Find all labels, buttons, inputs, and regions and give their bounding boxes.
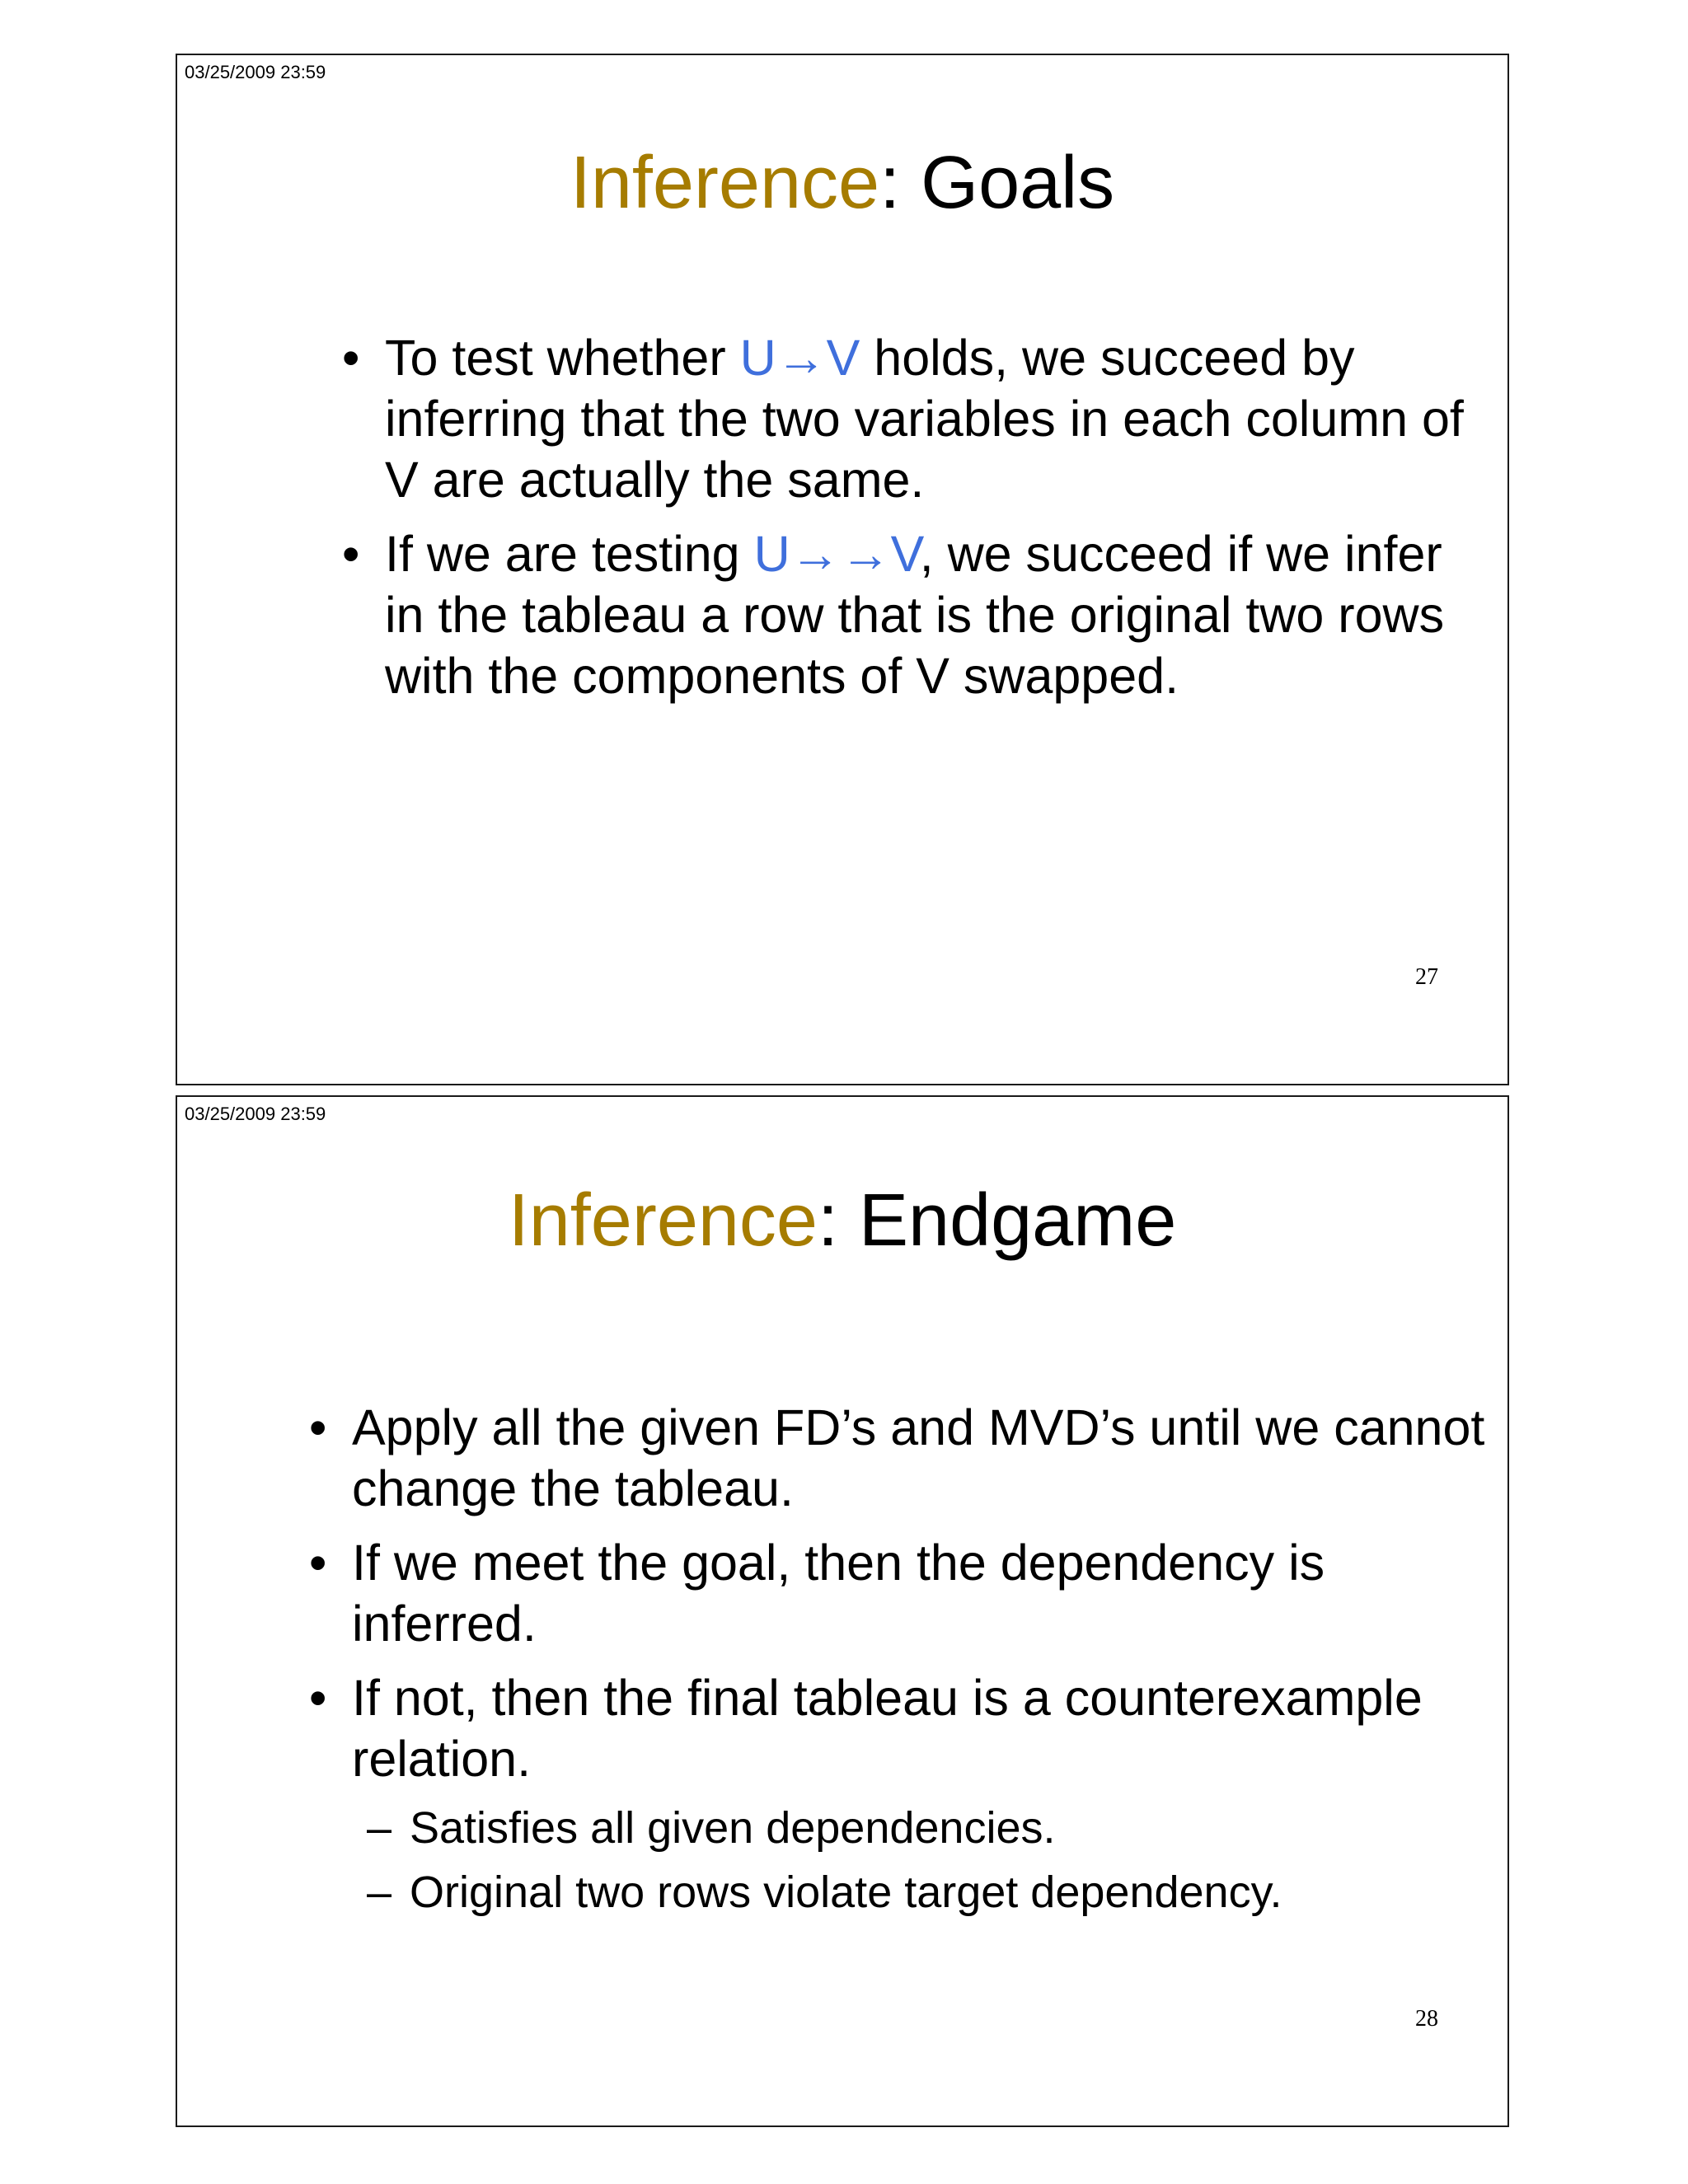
bullet-text-start: To test whether [385,330,740,386]
sub-bullet-item [352,1860,1496,1924]
sub-bullet-item [352,1796,1496,1860]
title-accent-word: Inference [570,142,880,224]
bullet-item [342,327,1479,510]
bullet-text-start: If we are testing [385,526,754,582]
title-rest: : Goals [879,142,1115,224]
bullet-text: If we meet the goal, then the dependency is inferred. [352,1535,1325,1652]
bullet-item [309,1667,1496,1924]
fd-notation: U→V [739,330,860,386]
bullet-item [309,1532,1496,1654]
bullet-marker: • [309,1399,327,1455]
slide-endgame [176,1095,1509,2127]
bullet-item [342,523,1479,706]
bullet-text: If not, then the final tableau is a counterexample relation. [352,1670,1423,1787]
dash-marker: – [367,1868,392,1917]
title-accent-word: Inference [508,1179,818,1262]
sub-bullet-text: Original two rows violate target dependency. [410,1868,1282,1917]
bullet-marker: • [309,1535,327,1591]
page-number: 27 [1415,964,1438,990]
page-number: 28 [1415,2006,1438,2032]
bullet-list [309,1397,1496,1938]
slide-title [177,142,1507,224]
bullet-text-end: holds, we succeed by inferring that the two variables in each column of V are actually the same. [385,330,1464,508]
slide-goals [176,54,1509,1085]
bullet-marker: • [342,526,360,582]
bullet-text-end: , we succeed if we infer in the tableau a row that is the original two rows with the components of V swapped. [385,526,1445,704]
dash-marker: – [367,1803,392,1853]
title-rest: : Endgame [817,1179,1177,1262]
mvd-notation: U→→V [753,526,920,582]
bullet-list [342,327,1479,719]
slide-timestamp: 03/25/2009 23:59 [185,1104,326,1124]
slide-timestamp: 03/25/2009 23:59 [185,62,326,82]
slide-title [177,1179,1507,1262]
bullet-item [309,1397,1496,1519]
bullet-marker: • [342,330,360,386]
bullet-text: Apply all the given FD’s and MVD’s until we cannot change the tableau. [352,1399,1485,1516]
sub-bullet-text: Satisfies all given dependencies. [410,1803,1056,1853]
bullet-marker: • [309,1670,327,1726]
sub-bullet-list [352,1796,1496,1924]
